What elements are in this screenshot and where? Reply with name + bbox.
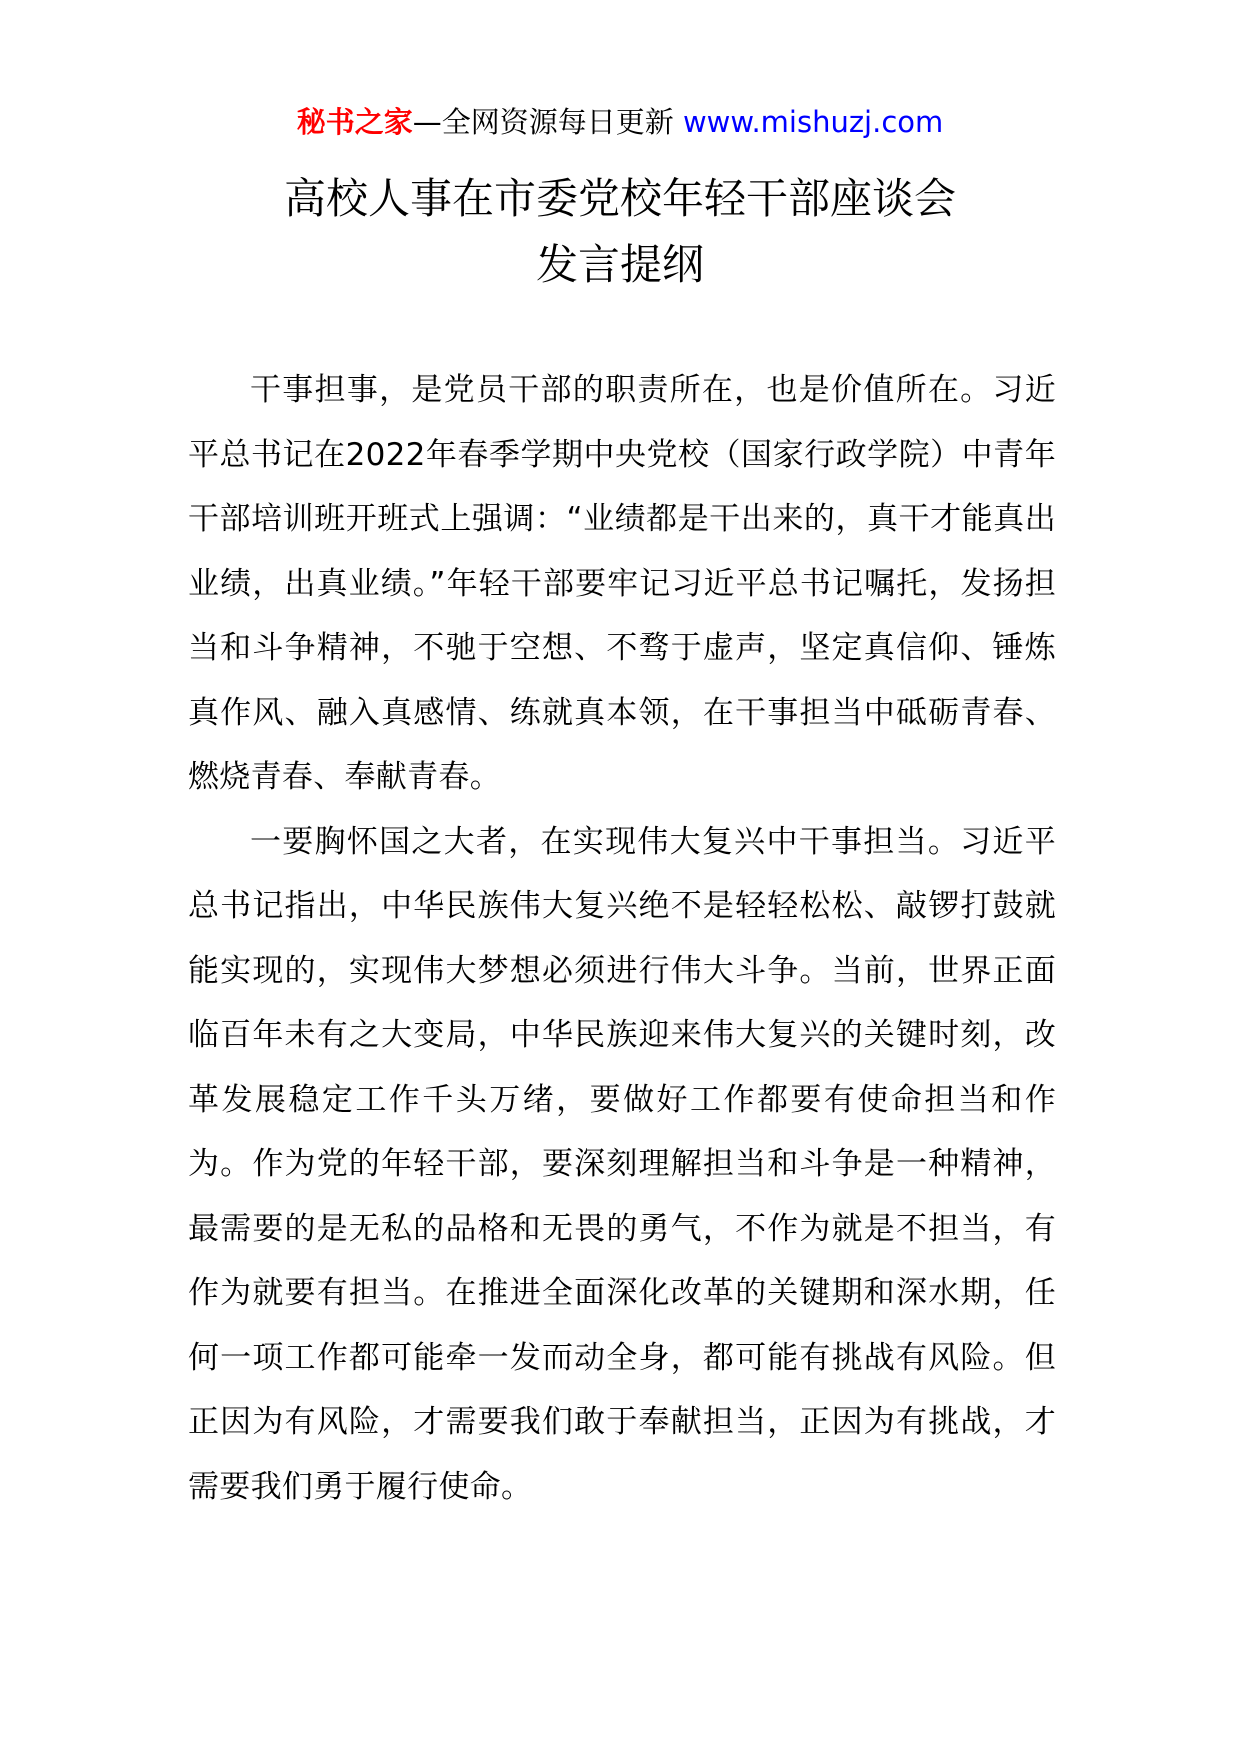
title-line-2: 发言提纲 [535,240,704,289]
document-title [0,166,1240,298]
title-line-1: 高校人事在市委党校年轻干部座谈会 [283,174,956,223]
brand-name: 秘书之家 [296,105,413,139]
paragraph-intro: 干事担事，是党员干部的职责所在，也是价值所在。习近平总书记在2022年春季学期中央党校（国家行政学院）中青年干部培训班开班式上强调：“业绩都是干出来的，真干才能真出业绩，出真业绩。”年轻干部要牢记习近平总书记嘱托，发扬担当和斗争精神，不驰于空想、不骛于虚声，坚定真信仰、锤炼真作风、融入真感情、练就真本领，在干事担当中砥砺青春、燃烧青春、奉献青春。 [188,372,1056,795]
document-body [188,358,1056,1519]
paragraph-point-one: 一要胸怀国之大者，在实现伟大复兴中干事担当。习近平总书记指出，中华民族伟大复兴绝不是轻轻松松、敲锣打鼓就能实现的，实现伟大梦想必须进行伟大斗争。当前，世界正面临百年未有之大变局，中华民族迎来伟大复兴的关键时刻，改革发展稳定工作千头万绪，要做好工作都要有使命担当和作为。作为党的年轻干部，要深刻理解担当和斗争是一种精神，最需要的是无私的品格和无畏的勇气，不作为就是不担当，有作为就要有担当。在推进全面深化改革的关键期和深水期，任何一项工作都可能牵一发而动全身，都可能有挑战有风险。但正因为有风险，才需要我们敢于奉献担当，正因为有挑战，才需要我们勇于履行使命。 [188,823,1056,1505]
header-tagline: —全网资源每日更新 [412,105,683,139]
site-header [0,100,1240,144]
site-url-link[interactable]: www.mishuzj.com [682,105,944,139]
